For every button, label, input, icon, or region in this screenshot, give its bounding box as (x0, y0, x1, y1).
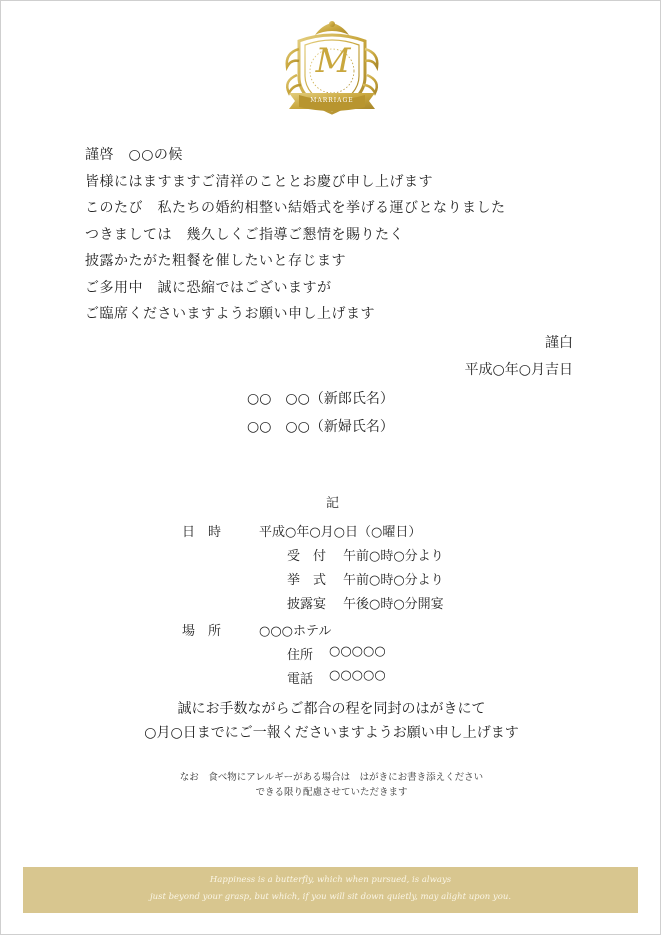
bride-name: ○○ ○○（新婦氏名） (247, 419, 394, 435)
banquet-label: 披露宴 (287, 597, 327, 612)
crest-monogram: M (315, 41, 351, 81)
datetime-label: 日 時 (182, 525, 222, 540)
allergy-note-line: できる限り配慮させていただきます (255, 787, 408, 798)
reception-label: 受 付 (287, 549, 327, 564)
ceremony-label: 挙 式 (287, 573, 327, 588)
greeting-line: 謹啓 ○○の候 (85, 147, 183, 163)
greeting-text (85, 144, 506, 330)
venue-value: ○○○ホテル (259, 624, 332, 639)
banquet-time: 午後○時○分開宴 (343, 597, 444, 612)
ceremony-time: 午前○時○分より (343, 573, 444, 588)
ki-heading: 記 (326, 496, 340, 511)
footer-quote-line: Happiness is a butterfly, which when pursued, is always (209, 875, 452, 885)
invitation-date: 平成○年○月吉日 (464, 362, 573, 378)
greeting-line: 披露かたがた粗餐を催したいと存じます (85, 253, 346, 269)
allergy-note-line: なお 食べ物にアレルギーがある場合は はがきにお書き添えください (179, 772, 484, 783)
greeting-line: このたび 私たちの婚約相整い結婚式を挙げる運びとなりました (85, 200, 506, 216)
footer-quote-band (23, 867, 638, 913)
closing-word: 謹白 (545, 335, 573, 351)
phone-value: ○○○○○ (329, 668, 386, 683)
crest-ribbon-text: MARRIAGE (310, 97, 354, 104)
reception-time: 午前○時○分より (343, 549, 444, 564)
venue-label: 場 所 (182, 624, 222, 639)
greeting-line: つきましては 幾久しくご指導ご懇情を賜りたく (85, 226, 404, 243)
couple-names (247, 388, 394, 444)
groom-name: ○○ ○○（新郎氏名） (247, 391, 394, 407)
address-label: 住所 (287, 648, 314, 663)
greeting-line: 皆様にはますますご清祥のこととお慶び申し上げます (85, 173, 433, 190)
address-value: ○○○○○ (329, 644, 386, 659)
footer-quote-line: just beyond your grasp, but which, if you will sit down quietly, may alight upon you. (149, 892, 512, 902)
greeting-line: ご臨席くださいますようお願い申し上げます (85, 306, 375, 322)
request-line: ○月○日までにご一報くださいますようお願い申し上げます (144, 725, 519, 741)
request-line: 誠にお手数ながらご都合の程を同封のはがきにて (177, 701, 486, 717)
greeting-line: ご多用中 誠に恐縮ではございますが (85, 279, 332, 296)
phone-label: 電話 (287, 672, 314, 687)
datetime-value: 平成○年○月○日（○曜日） (259, 525, 422, 540)
